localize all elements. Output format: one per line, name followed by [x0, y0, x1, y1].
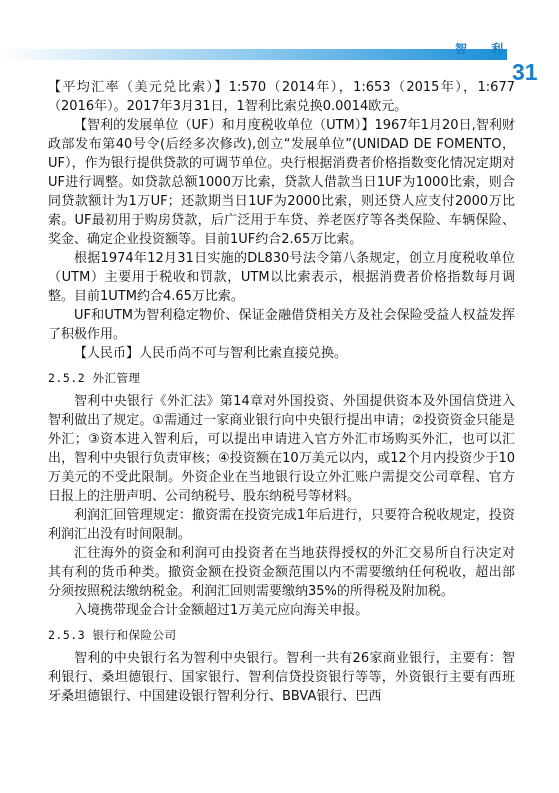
page-body [48, 78, 515, 706]
paragraph-currency-choice: 汇往海外的资金和利润可由投资者在当地获得授权的外汇交易所自行决定对其有利的货币种类。撤资金额在投资金额范围以内不需要缴纳任何税收，超出部分须按照税法缴纳税金。利润汇回则需要缴纳35%的所得税及附加税。 [48, 546, 515, 599]
paragraph-utm-law: 根据1974年12月31日实施的DL830号法令第八条规定，创立月度税收单位（UTM）主要用于税收和罚款，UTM以比索表示，根据消费者价格指数每月调整。目前1UTM约合4.65万比索。 [48, 251, 515, 304]
section-heading-forex: 2.5.2 外汇管理 [48, 371, 141, 385]
paragraph-banks: 智利的中央银行名为智利中央银行。智利一共有26家商业银行，主要有：智利银行、桑坦德银行、国家银行、智利信贷投资银行等等，外资银行主要有西班牙桑坦德银行、中国建设银行智利分行、BBVA银行、巴西 [48, 651, 515, 704]
paragraph-uf-utm: 【智利的发展单位（UF）和月度税收单位（UTM）】1967年1月20日,智利财政部发布第40号令(后经多次修改),创立“发展单位”(UNIDAD DE FOMENTO，UF），作为银行提供贷款的可调节单位。央行根据消费者价格指数变化情况定期对UF进行调整。如贷款总额1000万比索，贷款人借款当日1UF为1000比索，则合同贷款额计为1万UF；还款期当日1UF为2000比索，则还贷人应支付2000万比索。UF最初用于购房贷款，后广泛用于车贷、养老医疗等各类保险、车辆保险、奖金、确定企业投资额等。目前1UF约合2.65万比索。 [48, 118, 515, 247]
paragraph-exchange-rate: 【平均汇率（美元兑比索）】1:570（2014年），1:653（2015年），1:677（2016年）。2017年3月31日，1智利比索兑换0.0014欧元。 [48, 80, 515, 114]
page-header [0, 0, 559, 85]
section-heading-banks: 2.5.3 银行和保险公司 [48, 628, 177, 642]
paragraph-rmb: 【人民币】人民币尚不可与智利比索直接兑换。 [74, 346, 348, 361]
paragraph-cash-declaration: 入境携带现金合计金额超过1万美元应向海关申报。 [74, 603, 369, 618]
header-gradient-bar [0, 49, 507, 60]
page-number: 31 [512, 59, 538, 85]
paragraph-uf-utm-role: UF和UTM为智利稳定物价、保证金融借贷相关方及社会保险受益人权益发挥了积极作用。 [48, 308, 515, 342]
paragraph-profit-repatriation: 利润汇回管理规定：撤资需在投资完成1年后进行，只要符合税收规定，投资利润汇出没有时间限制。 [48, 508, 515, 542]
header-section-label: 智 利 [455, 42, 514, 56]
paragraph-forex-law: 智利中央银行《外汇法》第14章对外国投资、外国提供资本及外国信贷进入智利做出了规定。①需通过一家商业银行向中央银行提出申请；②投资资金只能是外汇；③资本进入智利后，可以提出申请进入官方外汇市场购买外汇，也可以汇出，智利中央银行负责审核；④投资额在10万美元以内，或12个月内投资少于10万美元的不受此限制。外资企业在当地银行设立外汇账户需提交公司章程、官方日报上的注册声明、公司纳税号、股东纳税号等材料。 [48, 394, 515, 504]
